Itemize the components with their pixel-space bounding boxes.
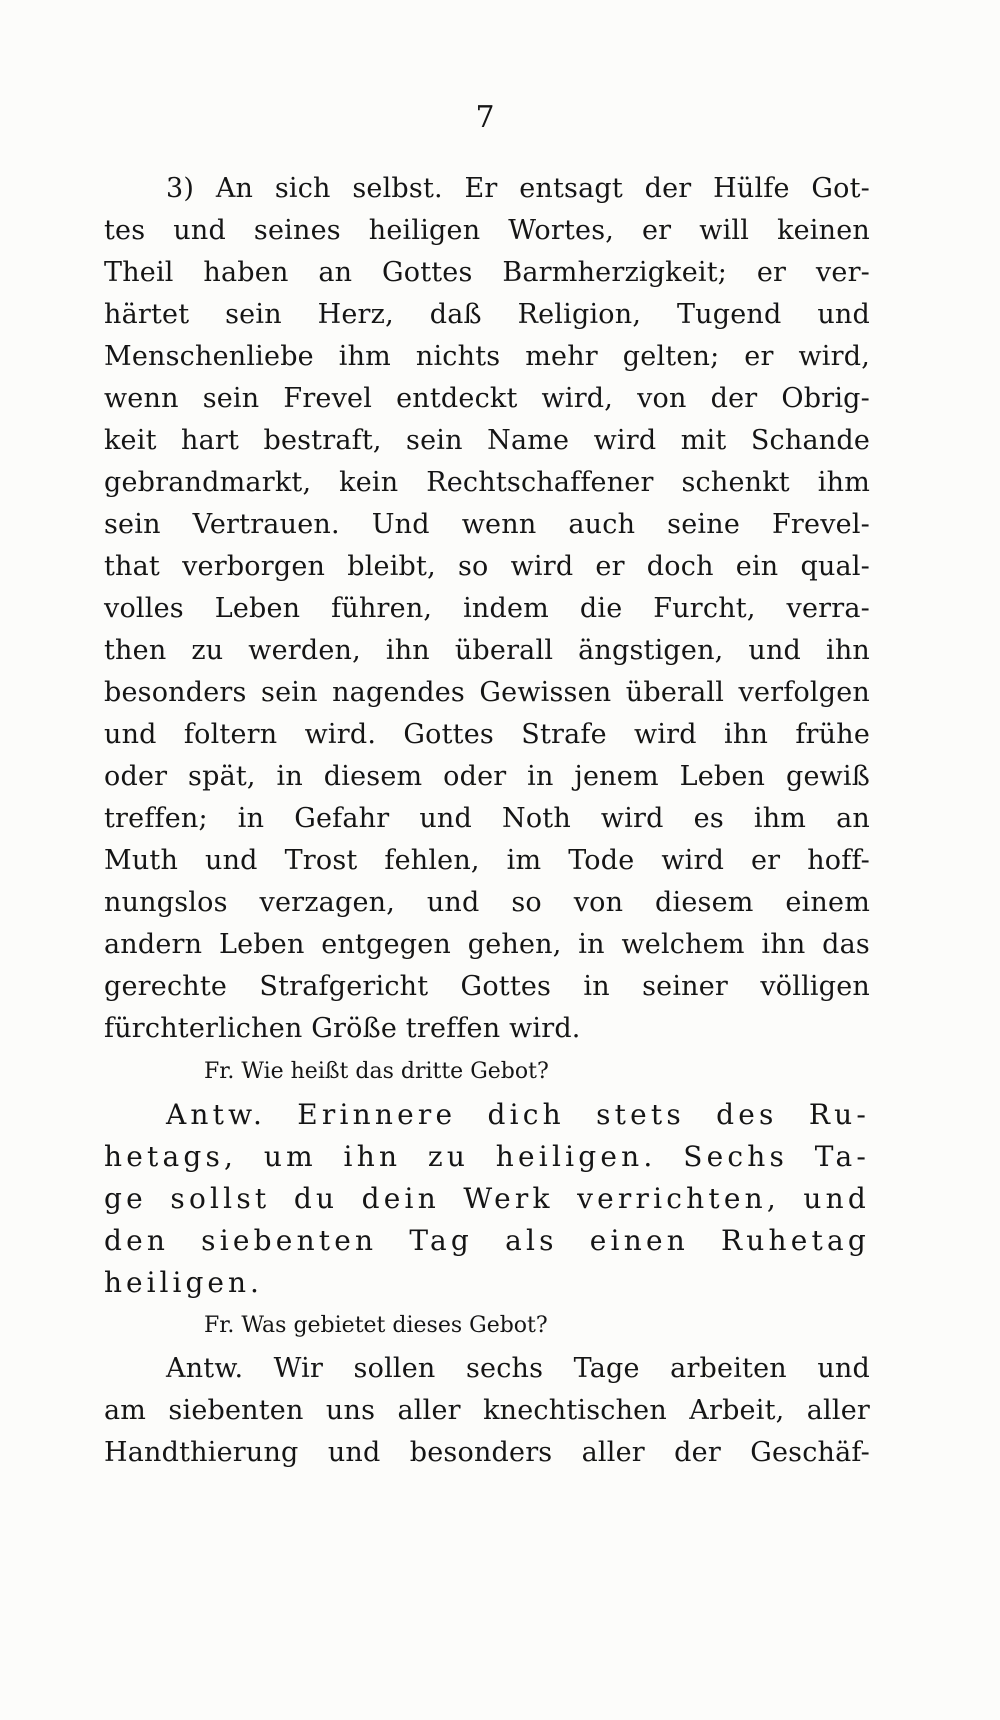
text-line: keit hart bestraft, sein Name wird mit Schande	[104, 425, 870, 456]
text-line: treffen; in Gefahr und Noth wird es ihm an	[104, 803, 870, 834]
text-line: am siebenten uns aller knechtischen Arbeit, aller	[104, 1395, 870, 1426]
text-line: Antw. Wir sollen sechs Tage arbeiten und	[166, 1353, 870, 1384]
text-line: tes und seines heiligen Wortes, er will keinen	[104, 215, 870, 246]
paragraph-1	[104, 168, 870, 1050]
text-line: sein Vertrauen. Und wenn auch seine Frevel-	[104, 509, 870, 540]
answer-2	[104, 1348, 870, 1474]
text-line: härtet sein Herz, daß Religion, Tugend und	[104, 299, 870, 330]
text-line: Muth und Trost fehlen, im Tode wird er hoff-	[104, 845, 870, 876]
body-text	[104, 168, 870, 1474]
text-line: andern Leben entgegen gehen, in welchem ihn das	[104, 929, 870, 960]
text-line: gerechte Strafgericht Gottes in seiner völligen	[104, 971, 870, 1002]
text-line: besonders sein nagendes Gewissen überall verfolgen	[104, 677, 870, 708]
text-line: und foltern wird. Gottes Strafe wird ihn frühe	[104, 719, 870, 750]
text-line: oder spät, in diesem oder in jenem Leben gewiß	[104, 761, 870, 792]
answer-1	[104, 1094, 870, 1304]
text-line: fürchterlichen Größe treffen wird.	[104, 1013, 581, 1044]
text-line: 3) An sich selbst. Er entsagt der Hülfe Got-	[166, 173, 870, 204]
text-line: den siebenten Tag als einen Ruhetag	[104, 1224, 870, 1257]
question-heading: Fr. Wie heißt das dritte Gebot?	[204, 1059, 549, 1084]
text-line: then zu werden, ihn überall ängstigen, und ihn	[104, 635, 870, 666]
text-line: heiligen.	[104, 1266, 263, 1299]
page-number: 7	[475, 100, 495, 135]
text-line: ge sollst du dein Werk verrichten, und	[104, 1182, 870, 1215]
text-line: Handthierung und besonders aller der Geschäf-	[104, 1437, 870, 1468]
text-line: hetags, um ihn zu heiligen. Sechs Ta-	[104, 1140, 870, 1173]
text-line: volles Leben führen, indem die Furcht, verra-	[104, 593, 870, 624]
text-line: Theil haben an Gottes Barmherzigkeit; er ver-	[104, 257, 870, 288]
text-line: that verborgen bleibt, so wird er doch ein qual-	[104, 551, 870, 582]
text-line: nungslos verzagen, und so von diesem einem	[104, 887, 870, 918]
text-line: gebrandmarkt, kein Rechtschaffener schenkt ihm	[104, 467, 870, 498]
text-line: Menschenliebe ihm nichts mehr gelten; er wird,	[104, 341, 870, 372]
text-line: wenn sein Frevel entdeckt wird, von der Obrig-	[104, 383, 870, 414]
text-line: Antw. Erinnere dich stets des Ru-	[166, 1098, 870, 1131]
question-heading: Fr. Was gebietet dieses Gebot?	[204, 1313, 548, 1338]
